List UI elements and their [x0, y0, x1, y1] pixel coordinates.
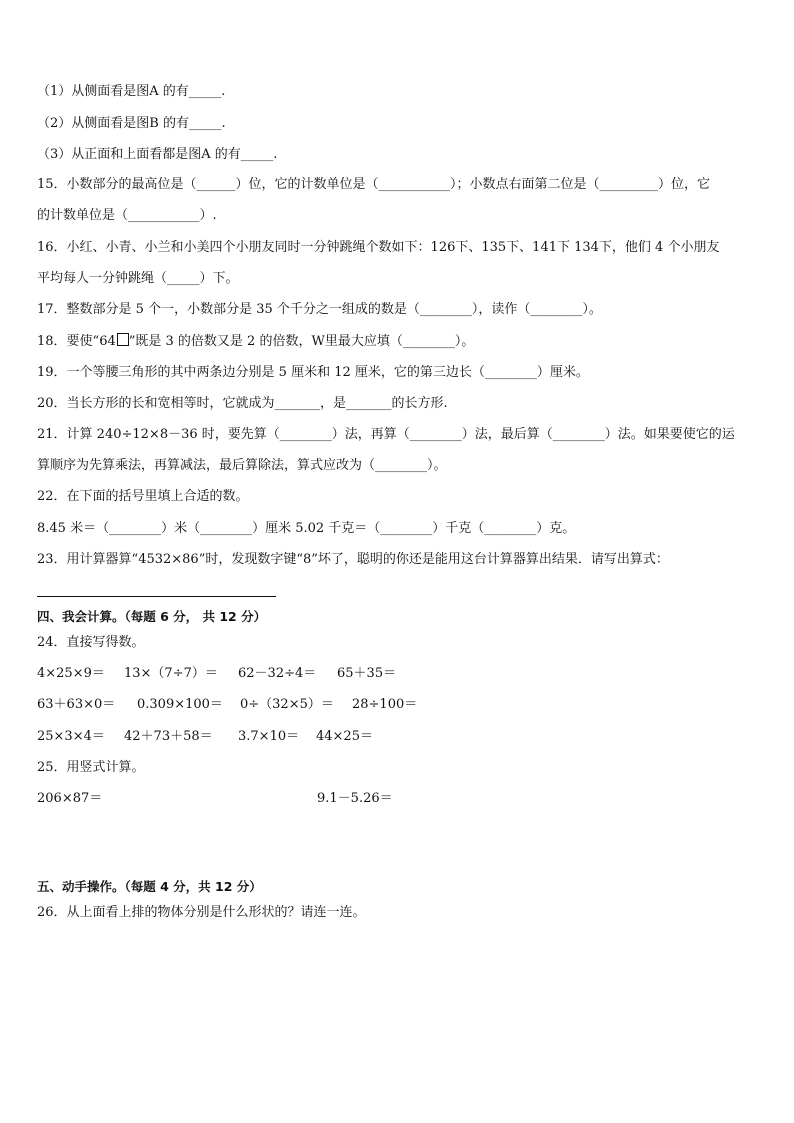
- calc-item: 28÷100＝: [352, 697, 418, 712]
- question-20: 20．当长方形的长和宽相等时，它就成为_______，是_______的长方形.: [37, 396, 448, 411]
- question-21-line1: 21．计算 240÷12×8－36 时，要先算（________）法，再算（________）法，最后算（________）法。如果要使它的运: [37, 427, 735, 442]
- calc-item: 62－32÷4＝: [238, 666, 317, 681]
- blank-box: [117, 333, 129, 346]
- calc-item: 3.7×10＝: [238, 729, 300, 744]
- calc-item: 25×3×4＝: [37, 729, 105, 744]
- calc-item: 44×25＝: [316, 729, 373, 744]
- calc-item: 65＋35＝: [337, 666, 397, 681]
- question-18-suffix: ”既是 3 的倍数又是 2 的倍数，W里最大应填（________）。: [128, 334, 475, 349]
- calc-item: 42＋73＋58＝: [124, 729, 213, 744]
- vertical-calc-item: 206×87＝: [37, 791, 103, 806]
- calc-item: 0.309×100＝: [137, 697, 223, 712]
- section-5-heading: 五、动手操作。（每题 4 分，共 12 分）: [37, 879, 262, 894]
- question-22-row: 8.45 米＝（________）米（________）厘米 5.02 千克＝（________）千克（________）克。: [37, 521, 576, 536]
- q-part-2: （2）从侧面看是图B 的有_____.: [37, 116, 226, 131]
- question-25: 25．用竖式计算。: [37, 760, 145, 775]
- answer-line: [37, 596, 276, 597]
- question-16-line1: 16．小红、小青、小兰和小美四个小朋友同时一分钟跳绳个数如下：126下、135下、141下 134下，他们 4 个小朋友: [37, 240, 720, 255]
- question-26: 26．从上面看上排的物体分别是什么形状的？请连一连。: [37, 905, 366, 920]
- question-21-line2: 算顺序为先算乘法，再算减法，最后算除法，算式应改为（________）。: [37, 458, 447, 473]
- calc-item: 4×25×9＝: [37, 666, 105, 681]
- section-4-heading: 四、我会计算。（每题 6 分， 共 12 分）: [37, 609, 267, 624]
- q-part-3: （3）从正面和上面看都是图A 的有_____.: [37, 147, 278, 162]
- question-16-line2: 平均每人一分钟跳绳（_____）下。: [37, 271, 239, 286]
- question-22: 22．在下面的括号里填上合适的数。: [37, 489, 249, 504]
- question-18: [37, 333, 474, 350]
- question-15-line2: 的计数单位是（___________）.: [37, 208, 217, 223]
- calc-item: 13×（7÷7）＝: [124, 666, 218, 681]
- question-15-line1: 15．小数部分的最高位是（______）位，它的计数单位是（___________）；小数点右面第二位是（_________）位，它: [37, 177, 711, 192]
- question-24: 24．直接写得数。: [37, 635, 145, 650]
- question-17: 17．整数部分是 5 个一，小数部分是 35 个千分之一组成的数是（________），读作（________）。: [37, 302, 602, 317]
- question-18-prefix: 18．要使“64: [37, 334, 116, 349]
- calc-item: 0÷（32×5）＝: [240, 697, 334, 712]
- q-part-1: （1）从侧面看是图A 的有_____.: [37, 84, 226, 99]
- question-19: 19．一个等腰三角形的其中两条边分别是 5 厘米和 12 厘米，它的第三边长（________）厘米。: [37, 365, 589, 380]
- question-23: 23．用计算器算“4532×86”时，发现数字键“8”坏了，聪明的你还是能用这台计算器算出结果．请写出算式：: [37, 552, 669, 567]
- vertical-calc-item: 9.1－5.26＝: [317, 791, 393, 806]
- calc-item: 63＋63×0＝: [37, 697, 116, 712]
